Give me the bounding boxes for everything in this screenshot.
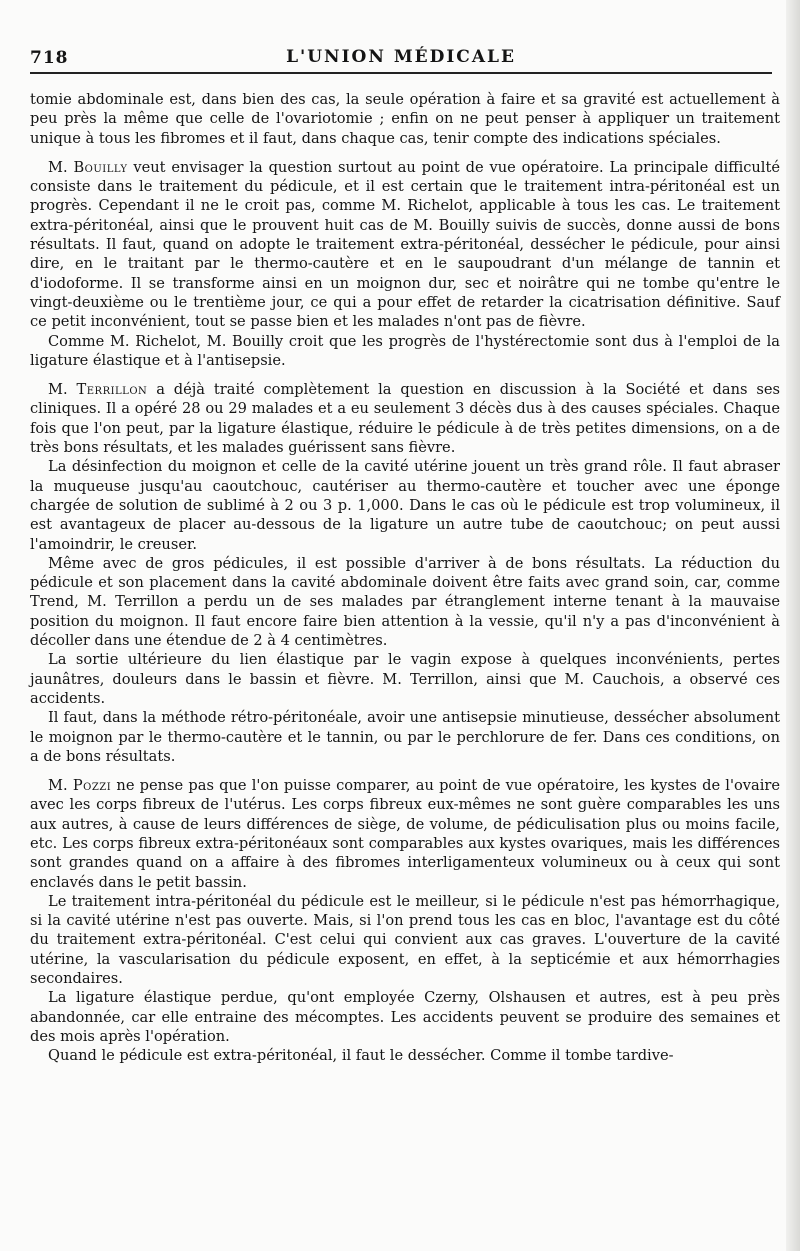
running-title: L'UNION MÉDICALE bbox=[286, 47, 516, 67]
speaker-name: Pozzi bbox=[72, 777, 112, 795]
paragraph-text: ne pense pas que l'on puisse comparer, au point de vue opératoire, les kystes de l'ovaire avec les corps fibreux de l'utérus. Les corps fibreux eux-mêmes ne sont guère comparables les uns aux autres, à cause de leurs différences de siège, de volume, de pédiculisation plus ou moins facile, etc. Les corps fibreux extra-péritonéaux sont comparables aux kystes ovariques, mais les différences sont grandes quand on a affaire à des fibromes interligamenteux volumineux ou à ceux qui sont enclavés dans le petit bassin. bbox=[30, 777, 780, 891]
paragraph-2: M. Bouilly veut envisager la question surtout au point de vue opératoire. La principale difficulté consiste dans le traitement du pédicule, et il est certain que le traitement intra-péritonéal est un progrès. Cependant il ne le croit pas, comme M. Richelot, applicable à tous les cas. Le traitement extra-péritonéal, ainsi que le prouvent huit cas de M. Bouilly suivis de succès, donne aussi de bons résultats. Il faut, quand on adopte le traitement extra-péritonéal, dessécher le pédicule, pour ainsi dire, en le traitant par le thermo-cautère et en le saupoudrant d'un mélange de tannin et d'iodoforme. Il se transforme ainsi en un moignon dur, sec et noirâtre qui ne tombe qu'entre le vingt-deuxième ou le trentième jour, ce qui a pour effet de retarder la cicatrisation définitive. Sauf ce petit inconvénient, tout se passe bien et les malades n'ont pas de fièvre. bbox=[30, 158, 780, 331]
paragraph-text: veut envisager la question surtout au point de vue opératoire. La principale difficulté consiste dans le traitement du pédicule, et il est certain que le traitement intra-péritonéal est un progrès. Cependant il ne le croit pas, comme M. Richelot, applicable à tous les cas. Le traitement extra-péritonéal, ainsi que le prouvent huit cas de M. Bouilly suivis de succès, donne aussi de bons résultats. Il faut, quand on adopte le traitement extra-péritonéal, dessécher le pédicule, pour ainsi dire, en le traitant par le thermo-cautère et en le saupoudrant d'un mélange de tannin et d'iodoforme. Il se transforme ainsi en un moignon dur, sec et noirâtre qui ne tombe qu'entre le vingt-deuxième ou le trentième jour, ce qui a pour effet de retarder la cicatrisation définitive. Sauf ce petit inconvénient, tout se passe bien et les malades n'ont pas de fièvre. bbox=[30, 158, 780, 331]
page-number: 718 bbox=[30, 48, 69, 68]
page-header bbox=[30, 42, 772, 74]
paragraph-text: La sortie ultérieure du lien élastique par le vagin expose à quelques inconvénients, pertes jaunâtres, douleurs dans le bassin et fièvre. M. Terrillon, ainsi que M. Cauchois, a observé ces accidents. bbox=[30, 651, 780, 707]
paragraph-10 bbox=[30, 892, 780, 988]
paragraph-text: Même avec de gros pédicules, il est possible d'arriver à de bons résultats. La réduction du pédicule et son placement dans la cavité abdominale doivent être faits avec grand soin, car, comme Trend, M. Terrillon a perdu un de ses malades par étranglement interne tenant à la mauvaise position du moignon. Il faut encore faire bien attention à la vessie, qu'il n'y a pas d'inconvénient à décoller dans une étendue de 2 à 4 centimètres. bbox=[30, 554, 780, 650]
paragraph-text: Le traitement intra-péritonéal du pédicule est le meilleur, si le pédicule n'est pas hémorrhagique, si la cavité utérine n'est pas ouverte. Mais, si l'on prend tous les cas en bloc, l'avantage est du côté du traitement extra-péritonéal. C'est celui qui convient aux cas graves. L'ouverture de la cavité utérine, la vascularisation du pédicule exposent, en effet, à la septicémie et aux hémorrhagies secondaires. bbox=[30, 892, 780, 988]
paragraph-4: M. Terrillon a déjà traité complètement la question en discussion à la Société et dans ses cliniques. Il a opéré 28 ou 29 malades et a eu seulement 3 décès dus à des causes spéciales. Chaque fois que l'on peut, par la ligature élastique, réduire le pédicule à de très petites dimensions, on a de très bons résultats, et les malades guérissent sans fièvre. bbox=[30, 381, 780, 457]
paragraph-11 bbox=[30, 988, 780, 1046]
paragraph-text: a déjà traité complètement la question en discussion à la Société et dans ses cliniques. Il a opéré 28 ou 29 malades et a eu seulement 3 décès dus à des causes spéciales. Chaque fois que l'on peut, par la ligature élastique, réduire le pédicule à de très petites dimensions, on a de très bons résultats, et les malades guérissent sans fièvre. bbox=[30, 381, 780, 457]
paragraph-text: Il faut, dans la méthode rétro-péritonéale, avoir une antisepsie minutieuse, dessécher absolument le moignon par le thermo-cautère et le tannin, ou par le perchlorure de fer. Dans ces conditions, on a de bons résultats. bbox=[30, 709, 780, 765]
speaker-name: Bouilly bbox=[73, 158, 128, 176]
paragraph-text: Quand le pédicule est extra-péritonéal, il faut le dessécher. Comme il tombe tardive- bbox=[48, 1047, 674, 1065]
article-body bbox=[30, 90, 780, 1066]
paragraph-text: Comme M. Richelot, M. Bouilly croit que les progrès de l'hystérectomie sont dus à l'emploi de la ligature élastique et à l'antisepsie. bbox=[30, 332, 780, 369]
page-edge-shadow bbox=[786, 0, 800, 1251]
paragraph-text: La ligature élastique perdue, qu'ont employée Czerny, Olshausen et autres, est à peu près abandonnée, car elle entraine des mécomptes. Les accidents peuvent se produire des semaines et des mois après l'opération. bbox=[30, 989, 780, 1045]
paragraph-7 bbox=[30, 650, 780, 708]
paragraph-1 bbox=[30, 90, 780, 148]
paragraph-text: La désinfection du moignon et celle de la cavité utérine jouent un très grand rôle. Il faut abraser la muqueuse jusqu'au caoutchouc, cautériser au thermo-cautère et toucher avec une éponge chargée de solution de sublimé à 2 ou 3 p. 1,000. Dans le cas où le pédicule est trop volumineux, il est avantageux de placer au-dessous de la ligature un autre tube de caoutchouc; on peut aussi l'amoindrir, le creuser. bbox=[30, 458, 780, 553]
paragraph-12 bbox=[30, 1046, 780, 1065]
speaker-name: Terrillon bbox=[76, 381, 148, 399]
paragraph-text: tomie abdominale est, dans bien des cas, la seule opération à faire et sa gravité est actuellement à peu près la même que celle de l'ovariotomie ; enfin on ne peut penser à appliquer un traitement unique à tous les fibromes et il faut, dans chaque cas, tenir compte des indications spéciales. bbox=[30, 91, 780, 147]
paragraph-6 bbox=[30, 554, 780, 650]
paragraph-5 bbox=[30, 457, 780, 553]
paragraph-8 bbox=[30, 708, 780, 766]
paragraph-9: M. Pozzi ne pense pas que l'on puisse comparer, au point de vue opératoire, les kystes de l'ovaire avec les corps fibreux de l'utérus. Les corps fibreux eux-mêmes ne sont guère comparables les uns aux autres, à cause de leurs différences de siège, de volume, de pédiculisation plus ou moins facile, etc. Les corps fibreux extra-péritonéaux sont comparables aux kystes ovariques, mais les différences sont grandes quand on a affaire à des fibromes interligamenteux volumineux ou à ceux qui sont enclavés dans le petit bassin. bbox=[30, 777, 780, 891]
paragraph-3 bbox=[30, 332, 780, 371]
